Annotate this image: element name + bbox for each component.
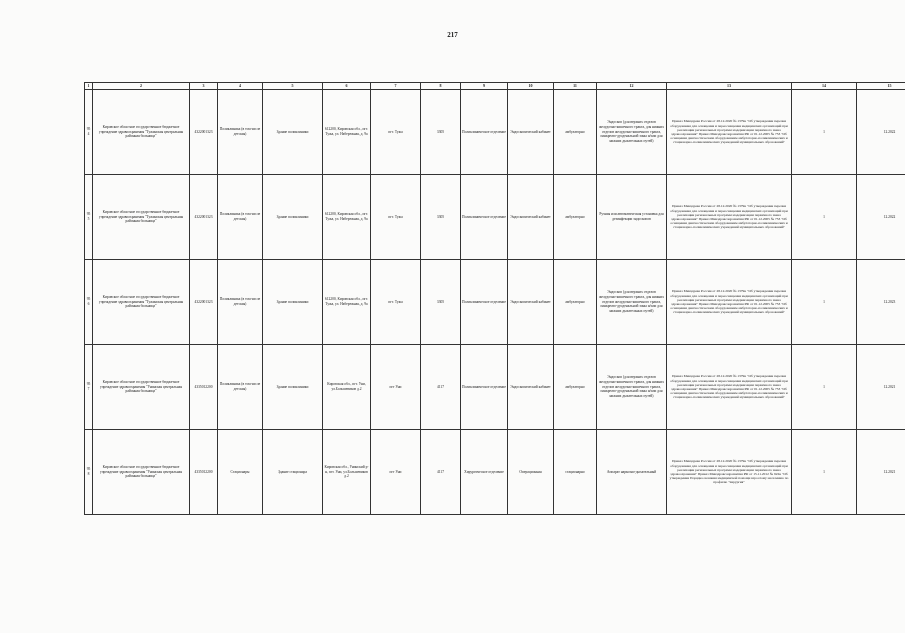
cell-inn: 4322001323 [190, 260, 218, 345]
cell-row-number: 956 [85, 260, 93, 345]
cell-unit-type: Поликлиника (в том числе детская) [218, 260, 263, 345]
cell-room: Операционная [508, 430, 554, 515]
cell-room: Эндоскопический кабинет [508, 175, 554, 260]
cell-room: Эндоскопический кабинет [508, 345, 554, 430]
column-header-address: 6 [323, 83, 371, 90]
cell-row-number: 955 [85, 175, 93, 260]
cell-settlement: пгт Уни [371, 345, 421, 430]
cell-room: Эндоскопический кабинет [508, 90, 554, 175]
cell-address: Кировская обл., Унинский р-н, пгт. Уни, ул.Большевиков д.2 [323, 430, 371, 515]
column-header-room: 10 [508, 83, 554, 90]
cell-organization-name: Кировское областное государственное бюджетное учреждение здравоохранения "Тужинская центральная районная больница" [93, 90, 190, 175]
cell-deadline: 12.2022 [857, 175, 905, 260]
cell-organization-name: Кировское областное государственное бюджетное учреждение здравоохранения "Тужинская центральная районная больница" [93, 260, 190, 345]
cell-building: Здание поликлиники [263, 175, 323, 260]
cell-deadline: 12.2021 [857, 345, 905, 430]
cell-code: 4117 [421, 345, 461, 430]
cell-unit-type: Стационары [218, 430, 263, 515]
cell-quantity: 1 [792, 430, 857, 515]
column-header-quantity: 14 [792, 83, 857, 90]
cell-code: 3305 [421, 90, 461, 175]
column-header-code: 8 [421, 83, 461, 90]
cell-care-form: амбулаторно [554, 175, 597, 260]
header-row [85, 83, 905, 90]
cell-department: Поликлиническое отделение [461, 175, 508, 260]
cell-row-number: 957 [85, 345, 93, 430]
column-header-unit-type: 4 [218, 83, 263, 90]
cell-row-number: 958 [85, 430, 93, 515]
cell-regulatory-basis: Приказ Минздрава России от 28.12.2020 № 1379н "Об утверждении перечня оборудования для оснащения и переоснащения медицинских организаций при реализации региональных программ модернизации первичного звена здравоохранения" Приказ Минздравсоцразвития РФ от 01.12.2005 № 753 "Об оснащении диагностическим оборудованием амбулаторно-поликлинических и стационарно-поликлинических учреждений муниципальных образований" [667, 175, 792, 260]
cell-building: Здание поликлиники [263, 90, 323, 175]
cell-inn: 4335012200 [190, 345, 218, 430]
cell-settlement: пгт. Тужа [371, 260, 421, 345]
column-header-settlement: 7 [371, 83, 421, 90]
cell-regulatory-basis: Приказ Минздрава России от 28.12.2020 № 1379н "Об утверждении перечня оборудования для оснащения и переоснащения медицинских организаций при реализации региональных программ модернизации первичного звена здравоохранения" Приказ Минздравсоцразвития РФ от 01.12.2005 № 753 "Об оснащении диагностическим оборудованием амбулаторно-поликлинических и стационарно-поликлинических учреждений муниципальных образований" [667, 90, 792, 175]
cell-row-number: 954 [85, 90, 93, 175]
cell-code: 3305 [421, 175, 461, 260]
cell-care-form: амбулаторно [554, 90, 597, 175]
cell-inn: 4322001323 [190, 90, 218, 175]
cell-department: Поликлиническое отделение [461, 345, 508, 430]
register-table [84, 82, 905, 515]
cell-equipment: Ручная или автоматическая установка для дезинфекции эндоскопов [597, 175, 667, 260]
cell-unit-type: Поликлиника (в том числе детская) [218, 345, 263, 430]
cell-organization-name: Кировское областное государственное бюджетное учреждение здравоохранения "Унинская центральная районная больница" [93, 345, 190, 430]
page-number: 217 [447, 31, 458, 39]
cell-organization-name: Кировское областное государственное бюджетное учреждение здравоохранения "Унинская центральная районная больница" [93, 430, 190, 515]
cell-address: Кировская обл., пгт. Уни, ул.Большевиков д.2 [323, 345, 371, 430]
table-row [85, 90, 905, 175]
cell-deadline: 12.2022 [857, 90, 905, 175]
cell-care-form: амбулаторно [554, 345, 597, 430]
table-row [85, 345, 905, 430]
cell-department: Поликлиническое отделение [461, 90, 508, 175]
cell-unit-type: Поликлиника (в том числе детская) [218, 175, 263, 260]
cell-equipment: Эндоскоп (для верхних отделов желудочно-кишечного тракта, для нижних отделов желудочно-кишечного тракта, панкреато-дуоденальной зоны и/или для нижних дыхательных путей) [597, 345, 667, 430]
cell-address: 612200, Кировская обл., пгт. Тужа, ул. Набережная, д. 9а [323, 260, 371, 345]
cell-regulatory-basis: Приказ Минздрава России от 28.12.2020 № 1379н "Об утверждении перечня оборудования для оснащения и переоснащения медицинских организаций при реализации региональных программ модернизации первичного звена здравоохранения" Приказ Минздравсоцразвития РФ от 01.12.2005 № 753 "Об оснащении диагностическим оборудованием амбулаторно-поликлинических и стационарно-поликлинических учреждений муниципальных образований" [667, 260, 792, 345]
column-header-deadline: 15 [857, 83, 905, 90]
cell-department: Поликлиническое отделение [461, 260, 508, 345]
cell-settlement: пгт Уни [371, 430, 421, 515]
cell-inn: 4322001323 [190, 175, 218, 260]
cell-care-form: стационарно [554, 430, 597, 515]
cell-address: 612200, Кировская обл., пгт. Тужа, ул. Набережная, д. 9а [323, 175, 371, 260]
table-row [85, 260, 905, 345]
cell-equipment: Эндоскоп (для верхних отделов желудочно-кишечного тракта, для нижних отделов желудочно-кишечного тракта, панкреато-дуоденальной зоны и/или для нижних дыхательных путей) [597, 90, 667, 175]
table-row [85, 175, 905, 260]
column-header-care-form: 11 [554, 83, 597, 90]
table-row [85, 430, 905, 515]
column-header-regulatory-basis: 13 [667, 83, 792, 90]
cell-code: 4117 [421, 430, 461, 515]
cell-quantity: 1 [792, 175, 857, 260]
cell-unit-type: Поликлиника (в том числе детская) [218, 90, 263, 175]
cell-code: 3305 [421, 260, 461, 345]
cell-deadline: 12.2021 [857, 430, 905, 515]
cell-room: Эндоскопический кабинет [508, 260, 554, 345]
cell-quantity: 1 [792, 345, 857, 430]
cell-department: Хирургическое отделение [461, 430, 508, 515]
column-header-department: 9 [461, 83, 508, 90]
cell-deadline: 12.2023 [857, 260, 905, 345]
column-header-building: 5 [263, 83, 323, 90]
cell-care-form: амбулаторно [554, 260, 597, 345]
cell-settlement: пгт. Тужа [371, 175, 421, 260]
table-body [85, 90, 905, 515]
cell-building: Здание стационара [263, 430, 323, 515]
cell-quantity: 1 [792, 90, 857, 175]
cell-quantity: 1 [792, 260, 857, 345]
cell-organization-name: Кировское областное государственное бюджетное учреждение здравоохранения "Тужинская центральная районная больница" [93, 175, 190, 260]
cell-regulatory-basis: Приказ Минздрава России от 28.12.2020 № 1379н "Об утверждении перечня оборудования для оснащения и переоснащения медицинских организаций при реализации региональных программ модернизации первичного звена здравоохранения" Приказ Минздравсоцразвития РФ от 15.11.2012 № 922н "Об утверждении Порядка оказания медицинской помощи взрослому населению по профилю "хирургия" [667, 430, 792, 515]
column-header-equipment: 12 [597, 83, 667, 90]
cell-settlement: пгт. Тужа [371, 90, 421, 175]
column-header-inn: 3 [190, 83, 218, 90]
cell-building: Здание поликлиники [263, 345, 323, 430]
cell-building: Здание поликлиники [263, 260, 323, 345]
cell-equipment: Аппарат наркозно-дыхательный [597, 430, 667, 515]
column-header-row-number: 1 [85, 83, 93, 90]
cell-address: 612200, Кировская обл., пгт. Тужа, ул. Набережная, д. 9а [323, 90, 371, 175]
cell-regulatory-basis: Приказ Минздрава России от 28.12.2020 № 1379н "Об утверждении перечня оборудования для оснащения и переоснащения медицинских организаций при реализации региональных программ модернизации первичного звена здравоохранения" Приказ Минздравсоцразвития РФ от 01.12.2005 № 753 "Об оснащении диагностическим оборудованием амбулаторно-поликлинических и стационарно-поликлинических учреждений муниципальных образований" [667, 345, 792, 430]
column-header-organization-name: 2 [93, 83, 190, 90]
cell-equipment: Эндоскоп (для верхних отделов желудочно-кишечного тракта, для нижних отделов желудочно-кишечного тракта, панкреато-дуоденальной зоны и/или для нижних дыхательных путей) [597, 260, 667, 345]
cell-inn: 4335012200 [190, 430, 218, 515]
